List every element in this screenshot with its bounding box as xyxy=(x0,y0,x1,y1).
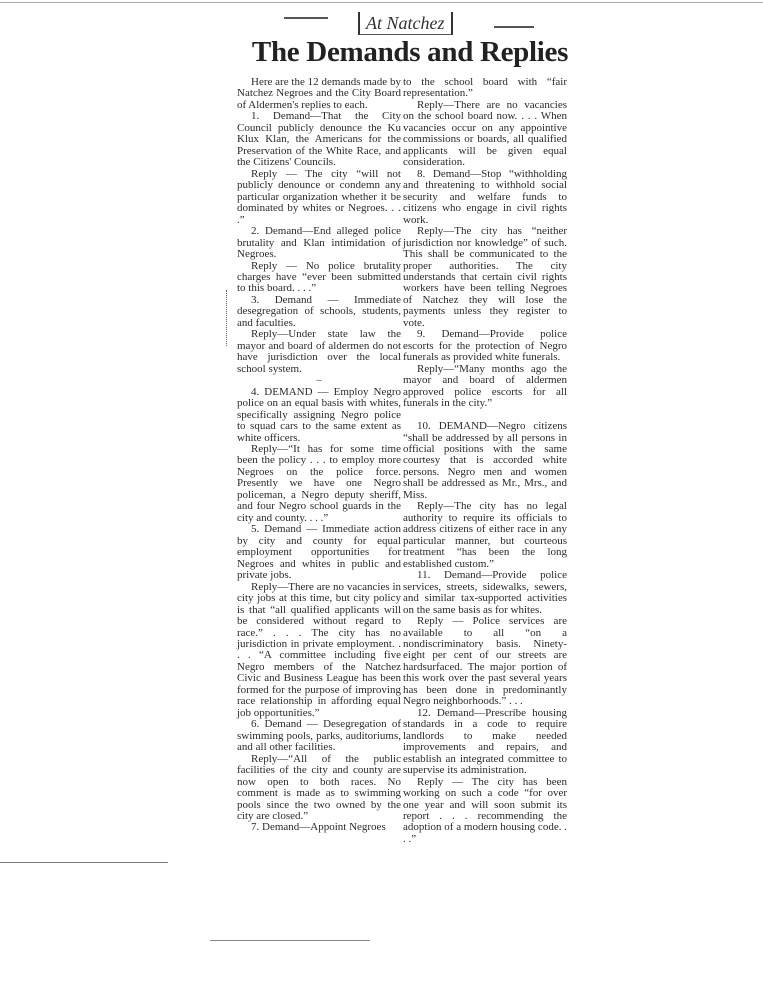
reply-4: Reply—“It has for some time been the policy . . . to employ more Negroes on the police force. Presently we have one Negro policeman, a Negro deputy sheriff, and four Negro school guards in the city and county. . . .” xyxy=(237,443,401,524)
reply-9: Reply—“Many months ago the mayor and board of aldermen approved police escorts for all funerals in the city.” xyxy=(403,362,567,410)
intro-paragraph: Here are the 12 demands made by Natchez Negroes and the City Board of Aldermen's replies to each. xyxy=(237,76,401,111)
demand-5: 5. Demand — Immediate action by city and county for equal employment opportunities for Negroes and whites in public and private jobs. xyxy=(237,523,401,582)
reply-5: Reply—There are no vacancies in city jobs at this time, but city policy is that “all qualified applicants will be considered without regard to race.” . . . The city has no jurisdiction in private employment. . . . “A committee including five Negro members of the Natchez Civic and Business League has been formed for the purpose of improving race relationship in affording equal job opportunities.” xyxy=(237,580,401,719)
article-kicker: At Natchez xyxy=(358,12,453,35)
section-separator: ∼ xyxy=(315,376,323,386)
demand-12: 12. Demand—Prescribe housing standards in a code to require landlords to make needed improvements and repairs, and establish an integrated committee to supervise its administration. xyxy=(403,706,567,777)
scan-mark xyxy=(0,862,168,863)
scan-mark xyxy=(494,26,534,28)
reply-1: Reply — The city “will not publicly denounce or condemn any particular organization whether it be dominated by whites or Negroes. . . .” xyxy=(237,167,401,226)
scan-mark xyxy=(210,940,370,941)
reply-2: Reply — No police brutality charges have “ever been submitted to this board. . . .” xyxy=(237,259,401,295)
reply-8: Reply—The city has “neither jurisdiction nor knowledge” of such. This shall be communicated to the proper authorities. The city understands that certain civil rights workers have been telling Negroes of Natchez they will lose the payments unless they register to vote. xyxy=(403,225,567,329)
demand-10: 10. DEMAND—Negro citizens “shall be addressed by all persons in official positions with the same courtesy that is accorded white persons. Negro men and women shall be addressed as Mr., Mrs., and Miss. xyxy=(403,420,567,501)
article-column-right xyxy=(403,77,567,845)
demand-8: 8. Demand—Stop “withholding and threatening to withhold social security and welfare funds to citizens who engage in civil rights work. xyxy=(403,167,567,226)
demand-11: 11. Demand—Provide police services, streets, sidewalks, sewers, and similar tax-supported activities on the same basis as for whites. xyxy=(403,569,567,616)
demand-6: 6. Demand — Desegregation of swimming pools, parks, auditoriums, and all other facilities. xyxy=(237,718,401,754)
scan-mark xyxy=(284,17,328,19)
article-column-left xyxy=(237,77,401,834)
demand-7: 7. Demand—Appoint Negroes xyxy=(251,821,386,834)
reply-7: Reply—There are no vacancies on the school board now. . . . When vacancies occur on any appointive commissions or boards, all qualified applicants will be given equal consideration. xyxy=(403,98,567,169)
reply-6: Reply—“All of the public facilities of the city and county are now open to both races. No comment is made as to swimming pools since the two owned by the city are closed.” xyxy=(237,752,401,822)
reply-3: Reply—Under state law the mayor and board of aldermen do not have jurisdiction over the local school system. xyxy=(237,328,401,375)
article-headline: The Demands and Replies xyxy=(251,36,569,68)
demand-2: 2. Demand—End alleged police brutality and Klan intimidation of Negroes. xyxy=(237,225,401,261)
demand-3: 3. Demand — Immediate desegregation of schools, students, and faculties. xyxy=(237,293,401,329)
reply-12: Reply — The city has been working on such a code “for over one year and will soon submit its report . . . recommending the adoption of a modern housing code. . . .” xyxy=(403,775,567,845)
reply-10: Reply—The city has no legal authority to require its officials to address citizens of either race in any particular manner, but courteous treatment “has been the long established custom.” xyxy=(403,500,567,570)
demand-1: 1. Demand—That the City Council publicly denounce the Ku Klux Klan, the Americans for the Preservation of the White Race, and the Citizens' Councils. xyxy=(237,110,401,169)
demand-7-continued: to the school board with “fair representation.” xyxy=(403,76,567,100)
reply-11: Reply — Police services are available to all “on a nondiscriminatory basis. Ninety-eight per cent of our streets are hardsurfaced. The major portion of this work over the past several years has been done in predominantly Negro neighborhoods.” . . . xyxy=(403,615,567,708)
scan-edge xyxy=(0,2,763,3)
demand-4: 4. DEMAND — Employ Negro police on an equal basis with whites, specifically assigning Negro police to squad cars to the same extent as white officers. xyxy=(237,385,401,444)
margin-mark xyxy=(226,290,237,346)
demand-9: 9. Demand—Provide police escorts for the protection of Negro funerals as provided white funerals. xyxy=(403,328,567,364)
